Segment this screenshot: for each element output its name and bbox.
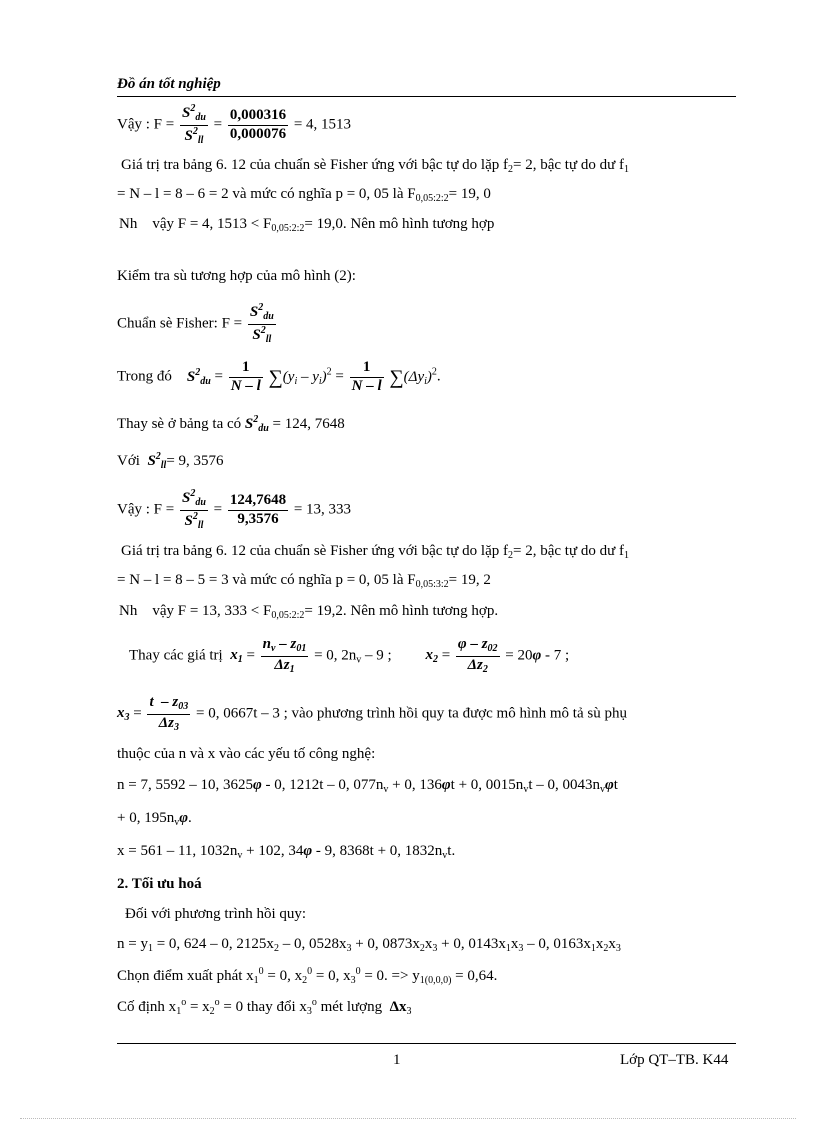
page-number: 1 bbox=[393, 1052, 401, 1068]
line-fisher-criterion: Chuẩn sè Fisher: F = $\frac{S^2_{du}}{S^2_{ll}}$ bbox=[117, 302, 274, 345]
line-x3-regression: $x_3$ = $\frac{t - z_{03}}{\Delta z_3}$ = 0, 0667t – 3 ; vào phương trình hồi quy ta được mô hình mô tả sù phụ bbox=[117, 694, 627, 733]
line-vay-f-2: Vậy : F = $\frac{S^2_{du}}{S^2_{ll}}$ = $\frac{124,7648}{9,3576}$ = 13, 333 bbox=[117, 488, 352, 531]
section-heading-optimization: 2. Tối ưu hoá bbox=[117, 876, 202, 892]
line-fisher-table-2: Giá trị tra bảng 6. 12 của chuẩn sè Fisher ứng với bậc tự do lặp $f_2= 2$, bậc tự do dư $f_1$ bbox=[121, 543, 629, 561]
line-fisher-table-1: Giá trị tra bảng 6. 12 của chuẩn sè Fisher ứng với bậc tự do lặp $f_2= 2$, bậc tự do dư $f_1$ bbox=[121, 157, 629, 175]
line-conclusion-2: Nh vậy F = 13, $333 < F_{0,05:2:2}= 19,2$. Nên mô hình tương hợp. bbox=[119, 603, 499, 621]
line-with-sll: Với $S^2_{ll}= 9$, 3576 bbox=[117, 451, 224, 471]
line-vay-f-1: Vậy : F = $\frac{S^2_{du}}{S^2_{ll}}$ = $\frac{0,000316}{0,000076}$ = 4, 1513 bbox=[117, 103, 352, 146]
line-check-model-2: Kiểm tra sù tương hợp của mô hình (2): bbox=[117, 268, 356, 284]
line-conclusion-1: Nh vậy F = 4, $1513 < F_{0,05:2:2}= 19,0$. Nên mô hình tương hợp bbox=[119, 216, 495, 234]
page-bottom-dotted-line bbox=[20, 1118, 796, 1119]
line-degrees-2: = N – l = 8 – 5 = 3 và mức có nghĩa p = 0, 05 là $F_{0,05:3:2}= 19$, 2 bbox=[117, 572, 491, 590]
line-where-formula: Trong đó $S^2_{du}$ = $\frac{1}{N - l}$ $\sum(y_i - y_i)^2$ = $\frac{1}{N - l}$ $\sum(\Delta y_i)^2$. bbox=[117, 359, 441, 394]
line-degrees-1: = N – l = 8 – 6 = 2 và mức có nghĩa p = 0, 05 là $F_{0,05:2:2}= 19$, 0 bbox=[117, 186, 491, 204]
line-substitute-values: Thay sè ở bảng ta có $S^2_{du} = 124$, 7648 bbox=[117, 414, 345, 434]
line-substitute-x: Thay các giá trị $x_1$ = $\frac{n_v - z_{01}}{\Delta z_1}$ = 0, $2n_v - 9$ ; $x_2$ = $\frac{\varphi - z_{02}}{\Delta z_2}$ = 20φ - 7 ; bbox=[129, 636, 570, 675]
line-start-point: Chọn điểm xuất phát $x_1^0 = 0$, $x_2^0 = 0$, $x_3^0 = 0$. => $y_{1(0,0,0)} = 0,64$. bbox=[117, 966, 498, 986]
line-dependence: thuộc của n và x vào các yếu tố công nghệ: bbox=[117, 746, 376, 762]
equation-regression: $n = y_1 = 0$, 624 – 0, $2125x_2 - 0$, $0528x_3 + 0$, $0873x_2x_3 + 0$, $0143x_1x_3 - 0$, $0163x_1x_2x_3$ bbox=[117, 936, 621, 954]
footer-rule bbox=[117, 1043, 736, 1044]
footer-class-label: Lớp QT–TB. K44 bbox=[620, 1052, 729, 1068]
header-rule bbox=[117, 96, 736, 97]
document-header-title: Đồ án tốt nghiệp bbox=[117, 76, 221, 92]
line-fix-x1-x2: Cố định $x_1^o = x_2^o = 0$ thay đổi $x_3^o$ mét lượng $\Delta x_3$ bbox=[117, 997, 412, 1017]
equation-x: x = 561 – 11, $1032n_v + 102$, 34φ - 9, 8368t + 0, $1832n_vt$. bbox=[117, 843, 456, 861]
equation-n-line-2: + 0, $195n_v\varphi$. bbox=[117, 810, 192, 828]
line-regression-intro: Đối với phương trình hồi quy: bbox=[125, 906, 307, 922]
equation-n-line-1: n = 7, 5592 – 10, 3625φ - 0, 1212t – 0, $077n_v + 0$, 136φt + 0, $0015n_vt - 0$, $0043n_v\varphi t$ bbox=[117, 777, 618, 795]
